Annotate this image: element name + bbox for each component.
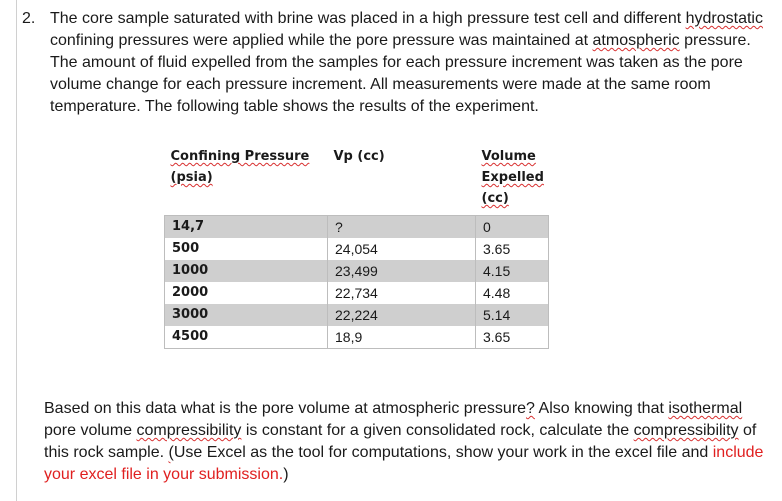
table-row: [165, 260, 549, 282]
cell-volume: 4.15: [476, 260, 549, 282]
results-table: [164, 144, 549, 349]
cell-volume: 4.48: [476, 282, 549, 304]
intro-text-1: The core sample saturated with brine was placed in a high pressure test cell and different: [50, 10, 686, 27]
cell-pressure: 2000: [165, 282, 328, 304]
intro-text-2: hydrostatic: [685, 10, 763, 27]
cell-pressure: 14,7: [165, 216, 328, 239]
cell-pressure: 4500: [165, 326, 328, 349]
header-volume-expelled: Volume Expelled (cc): [476, 144, 549, 216]
submission-instruction: include your excel file in your submission.: [44, 444, 764, 483]
question-intro: [50, 8, 775, 118]
cell-pressure: 3000: [165, 304, 328, 326]
table-row: [165, 216, 549, 239]
cell-pressure: 1000: [165, 260, 328, 282]
cell-volume: 0: [476, 216, 549, 239]
header-confining-pressure: Confining Pressure (psia): [165, 144, 328, 216]
intro-text-5: pressure. The amount of fluid expelled from the samples for each pressure increment was taken as the pore volume change for each pressure increment. All measurements were made at the same room temperature. The following table shows the results of the experiment.: [50, 32, 751, 115]
cell-volume: 5.14: [476, 304, 549, 326]
header-vp: Vp (cc): [328, 144, 476, 216]
table-header-row: [165, 144, 549, 216]
cell-volume: 3.65: [476, 238, 549, 260]
cell-vp: 22,734: [328, 282, 476, 304]
cell-vp: 22,224: [328, 304, 476, 326]
cell-vp: 18,9: [328, 326, 476, 349]
table-row: [165, 238, 549, 260]
margin-line: [16, 0, 17, 501]
cell-vp: ?: [328, 216, 476, 239]
cell-volume: 3.65: [476, 326, 549, 349]
table-row: [165, 326, 549, 349]
cell-vp: 24,054: [328, 238, 476, 260]
cell-pressure: 500: [165, 238, 328, 260]
question-followup: Based on this data what is the pore volume at atmospheric pressure? Also knowing that isothermal pore volume compressibility is constant for a given consolidated rock, calculate the compressibility of this rock sample. (Use Excel as the tool for computations, show your work in the excel file and include your excel file in your submission.): [44, 400, 764, 483]
intro-text-3: confining pressures were applied while the pore pressure was maintained at: [50, 32, 593, 49]
intro-text-4: atmospheric: [592, 32, 680, 49]
cell-vp: 23,499: [328, 260, 476, 282]
table-row: [165, 304, 549, 326]
table-row: [165, 282, 549, 304]
question-number: 2.: [22, 10, 36, 27]
